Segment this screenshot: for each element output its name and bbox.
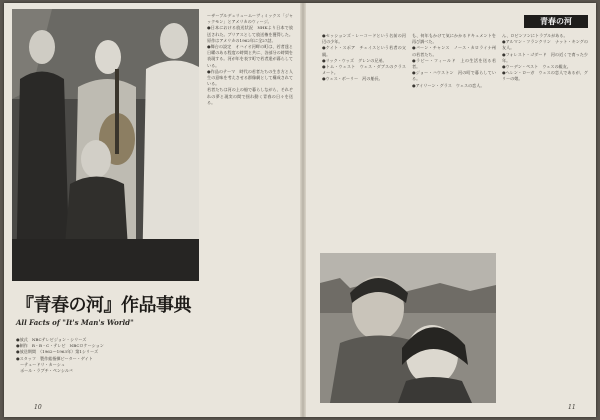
left-page [4, 3, 300, 417]
paragraph: 若者たちは河の上の船で暮らしながら、それぞれの夢と現実の間で揺れ動く青春の日々を送る。 [207, 87, 293, 105]
cast-entry: ●ケイト・スポア チェイスという若者の父親。 [322, 45, 406, 57]
credit-row: ●放式 NBCテレビジョン・シリーズ [16, 337, 87, 342]
page-subtitle: All Facts of "It's Man's World" [16, 318, 134, 327]
cast-entry: ●フォレスト・ゴダード 河の近くで育った少年。 [502, 51, 588, 63]
paragraph: ーザーブルデュリュームーヴィミックス「ジャックモン」とアメリカのウィージ。 [207, 13, 293, 25]
cast-group-photo [12, 9, 199, 281]
magazine-spread [4, 3, 596, 417]
page-number-left: 10 [34, 404, 42, 411]
cast-entry: ん、ロビンソンにトラブルがある。 [502, 33, 568, 38]
cast-entry: ●ラピー・フィールド 上の生活を送る若者。 [412, 57, 496, 70]
right-column-1 [322, 33, 406, 248]
paragraph: ●日本における放送状況 NHKより日本で放送された。ブリアスとして放送権を獲得した。原作はアメリカの1962年に全27話。 [207, 25, 293, 43]
cast-group-image [12, 9, 199, 281]
credit-row: ポール・ラブチ・ペンシルバ [16, 368, 73, 374]
page-number-right: 11 [568, 404, 576, 411]
cast-entry: も、何年もかけて気にかかるドキュメントを再び調べた。 [412, 33, 496, 45]
paragraph: ●作品のテーマ 時代の若者たちの生き方と人生の意味を考えさせる群像劇として構成されている。 [207, 68, 293, 87]
couple-photo [320, 253, 496, 403]
cast-entry: ●ジョー・ハウストン 河の町で暮らしている。 [412, 70, 496, 82]
cast-entry: ●ウーデン・ペスト ウェスの親友。 [502, 64, 571, 70]
credit-row: ーテュードリ・カーシュ [16, 361, 65, 367]
right-column-3 [502, 33, 588, 308]
cast-entry: ●リック・ウッズ グレンの兄弟。 [322, 57, 387, 63]
cast-entry: ●セッションズ・レーコードという名前の河辺の少年。 [322, 33, 406, 45]
cast-entry: ●ヘレン・ローガ ウェスの恋人であるが、グリーの娘。 [502, 70, 588, 82]
credit-row: ●放送期間 （1962〜1963年）第1シリーズ [16, 349, 99, 355]
cast-entry: ●アイリーン・グラス ウェスの恋人。 [412, 82, 485, 88]
credit-row: ●制作 R・B・C・テレビ NBCロケーション [16, 343, 104, 349]
credits-list [16, 337, 131, 374]
right-column-2 [412, 33, 496, 248]
cast-entry: ●ウェス・ボーリー 河の船長。 [322, 76, 383, 82]
section-badge: 青春の河 [524, 15, 588, 28]
couple-image [320, 253, 496, 403]
cast-entry: ●トム・ウェスト ウェス・ダブスのクラスメート。 [322, 64, 406, 76]
right-page [306, 3, 596, 417]
page-title: 『青春の河』作品事典 [16, 295, 191, 316]
left-column-text [207, 13, 293, 398]
credit-row: ●スタッフ 製作総指揮ピーター・ゲイト [16, 355, 93, 361]
paragraph: ●舞台の設定 オハイオ河畔の町は、若者達と日曜のある程度の時間と共に、各部分の時間を表現する。河が年を表す町で若者達が暮らしている。 [207, 44, 293, 68]
cast-entry: ●アルマン・フランクリン ナット・キングの友人。 [502, 39, 588, 51]
cast-entry: ●バーン・チャンス ノース・カロライナ州の若者たち。 [412, 45, 496, 57]
